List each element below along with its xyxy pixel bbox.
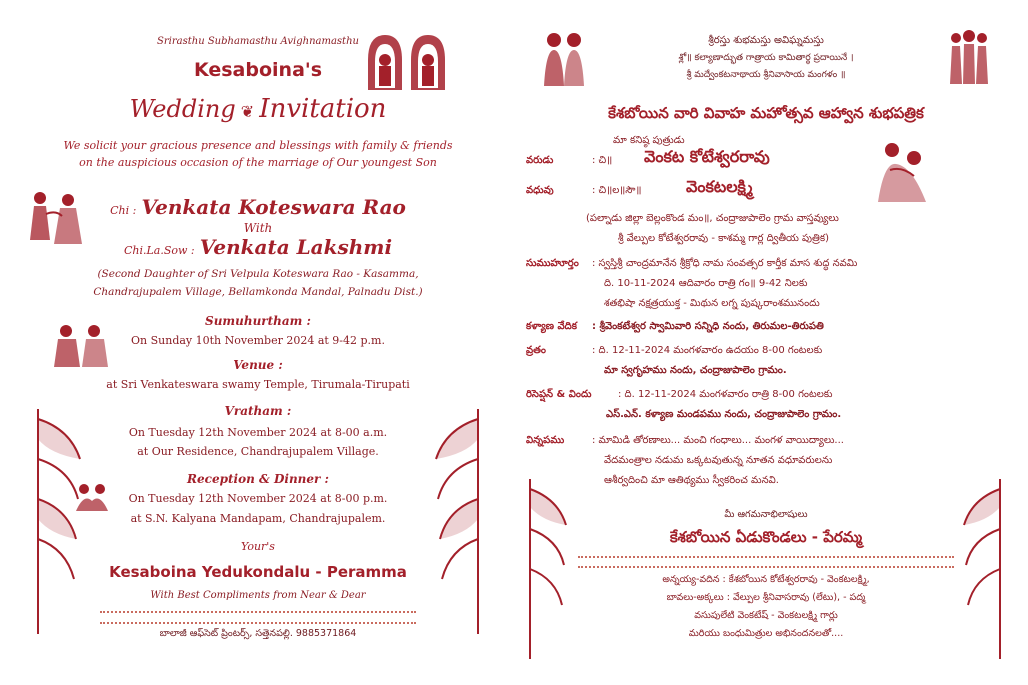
muhurtham-line-1: : స్వస్తిశ్రీ చాంద్రమానేన శ్రీక్రోధి నామ సంవత్సర కార్తీక మాస శుద్ధ నవమి (592, 258, 858, 269)
bride-detail-te-2: శ్రీ వేల్పుల కోటేశ్వరరావు - కాశమ్మ గార్ల ద్వితీయ పుత్రిక) (618, 233, 829, 244)
venue-text: at Sri Venkateswara swamy Temple, Tirumala-Tirupati (106, 378, 410, 391)
groom-prefix: Chi : (110, 204, 137, 217)
relatives-line-3: వసుపులేటి వెంకటేష్ - వెంకటలక్ష్మి గార్లు (694, 610, 838, 621)
request-line-2: వేదమంత్రాల నడుమ ఒక్కటవుతున్న నూతన వధూవరులను (604, 455, 833, 466)
bride-detail-te-1: (పల్నాడు జిల్లా బెల్లంకొండ మం॥, చంద్రాజుపాలెం గ్రామ వాస్తవ్యులు (586, 213, 839, 224)
vratham-title: Vratham : (224, 404, 292, 418)
groom-name-te: వెంకట కోటేశ్వరరావు (644, 147, 770, 166)
vratham-text-2: at Our Residence, Chandrajupalem Village. (137, 445, 379, 458)
telugu-blessing: శ్రీరస్తు శుభమస్తు అవిఘ్నమస్తు (708, 35, 824, 46)
family-name: Kesaboina's (193, 59, 323, 81)
venue-title: Venue : (233, 358, 283, 372)
sloka-line-2: శ్రీ మద్వేంకటనాథాయ శ్రీనివాసాయ మంగళం ॥ (686, 70, 846, 80)
groom-prefix-te: : చి॥ (592, 155, 613, 166)
bride-name: Venkata Lakshmi (199, 235, 393, 259)
telugu-invitation-card (516, 14, 1016, 674)
reception-line-1: : ది. 12-11-2024 మంగళవారం రాత్రి 8-00 గంటలకు (618, 389, 833, 400)
printer-credit: బాలాజీ ఆఫ్‌సెట్ ప్రింటర్స్, సత్తెనపల్లి. 9885371864 (159, 628, 357, 639)
bride-label: వధువు (526, 185, 554, 196)
reception-text-2: at S.N. Kalyana Mandapam, Chandrajupalem. (130, 512, 386, 525)
youngest-son-line: మా కనిష్ఠ పుత్రుడు (613, 135, 685, 146)
bride-detail-1: (Second Daughter of Sri Velpula Koteswara Rao - Kasamma, (97, 268, 419, 280)
request-line-1: : మామిడి తోరణాలు... మంచి గంధాలు... మంగళ వాయిద్యాలు... (592, 435, 844, 446)
invitation-script: Invitation (259, 94, 387, 124)
muhurtham-label: సుముహూర్తం (526, 258, 579, 269)
reception-label: రిసెప్షన్ & విందు (526, 389, 592, 400)
sloka-line-1: శ్లో॥ కల్యాణాద్భుత గాత్రాయ కామితార్థ ప్రదాయినే । (678, 53, 854, 63)
vratham-line-1: : ది. 12-11-2024 మంగళవారం ఉదయం 8-00 గంటలకు (592, 345, 823, 356)
request-line-3: ఆశీర్వదించి మా ఆతిథ్యము స్వీకరించ మనవి. (604, 475, 779, 486)
ornamental-divider (100, 611, 416, 624)
with-label: With (243, 221, 273, 235)
yours-label: Your's (241, 540, 275, 553)
muhurtham-line-3: శతభిషా నక్షత్రయుక్త - మిథున లగ్న పుష్కరాంశమునందు (604, 298, 820, 309)
bride-groom-illustration-icon (870, 136, 940, 204)
wedding-script: Wedding (129, 95, 236, 123)
hosts-te: కేశబోయిన ఏడుకొండలు - పేరమ్మ (669, 528, 863, 546)
relatives-line-2: బావలు-అక్కలు : వేల్పుల శ్రీనివాసరావు (లేటు), - పద్మ (666, 592, 866, 603)
relatives-line-4: మరియు బంధుమిత్రుల అభినందనలతో.... (688, 628, 844, 639)
muhurtham-title: Sumuhurtham : (205, 314, 311, 328)
blessing-line: Srirasthu Subhamasthu Avighnamasthu (157, 36, 359, 47)
relatives-line-1: అన్నయ్య-వదిన : కేశబోయిన కోటేశ్వరరావు - వెంకటలక్ష్మి, (662, 574, 870, 585)
bride-line (8, 235, 508, 259)
yours-te: మీ ఆగమనాభిలాషులు (724, 509, 808, 520)
intro-line-2: on the auspicious occasion of the marriage of Our youngest Son (79, 156, 437, 169)
venue-text-te: : శ్రీవెంకటేశ్వర స్వామివారి సన్నిధి నందు, తిరుమల-తిరుపతి (592, 321, 824, 332)
groom-name: Venkata Koteswara Rao (141, 195, 406, 219)
ornamental-divider-te (578, 556, 954, 568)
heart-icon: ❦ (240, 102, 255, 121)
bride-name-te: వెంకటలక్ష్మి (686, 177, 753, 196)
reception-line-2: ఎస్.ఎన్. కళ్యాణ మండపము నందు, చంద్రాజుపాలెం గ్రామం. (606, 409, 842, 420)
english-invitation-card (8, 14, 508, 674)
groom-label: వరుడు (526, 155, 554, 166)
request-label: విన్నపము (526, 435, 565, 446)
groom-line (8, 195, 508, 219)
muhurtham-line-2: ది. 10-11-2024 ఆదివారం రాత్రి గం॥ 9-42 నిలకు (604, 278, 808, 289)
bride-detail-2: Chandrajupalem Village, Bellamkonda Mandal, Palnadu Dist.) (93, 286, 423, 298)
telugu-title: కేశబోయిన వారి వివాహ మహోత్సవ ఆహ్వాన శుభపత్రిక (608, 104, 924, 122)
vratham-line-2: మా స్వగృహము నందు, చంద్రాజుపాలెం గ్రామం. (604, 365, 787, 376)
vratham-text-1: On Tuesday 12th November 2024 at 8-00 a.m. (128, 426, 388, 439)
venue-label: కళ్యాణ వేదిక (526, 321, 577, 332)
hosts-name: Kesaboina Yedukondalu - Peramma (109, 563, 407, 581)
vratham-label: వ్రతం (526, 345, 546, 356)
intro-line-1: We solicit your gracious presence and blessings with family & friends (63, 139, 453, 152)
bride-prefix: Chi.La.Sow : (123, 244, 195, 257)
bride-prefix-te: : చి॥ల॥సౌ॥ (592, 185, 642, 196)
compliments-line: With Best Compliments from Near & Dear (150, 590, 366, 601)
wedding-invitation-title (8, 94, 508, 124)
muhurtham-text: On Sunday 10th November 2024 at 9-42 p.m. (131, 334, 385, 347)
reception-title: Reception & Dinner : (187, 472, 329, 486)
reception-text-1: On Tuesday 12th November 2024 at 8-00 p.m. (128, 492, 388, 505)
